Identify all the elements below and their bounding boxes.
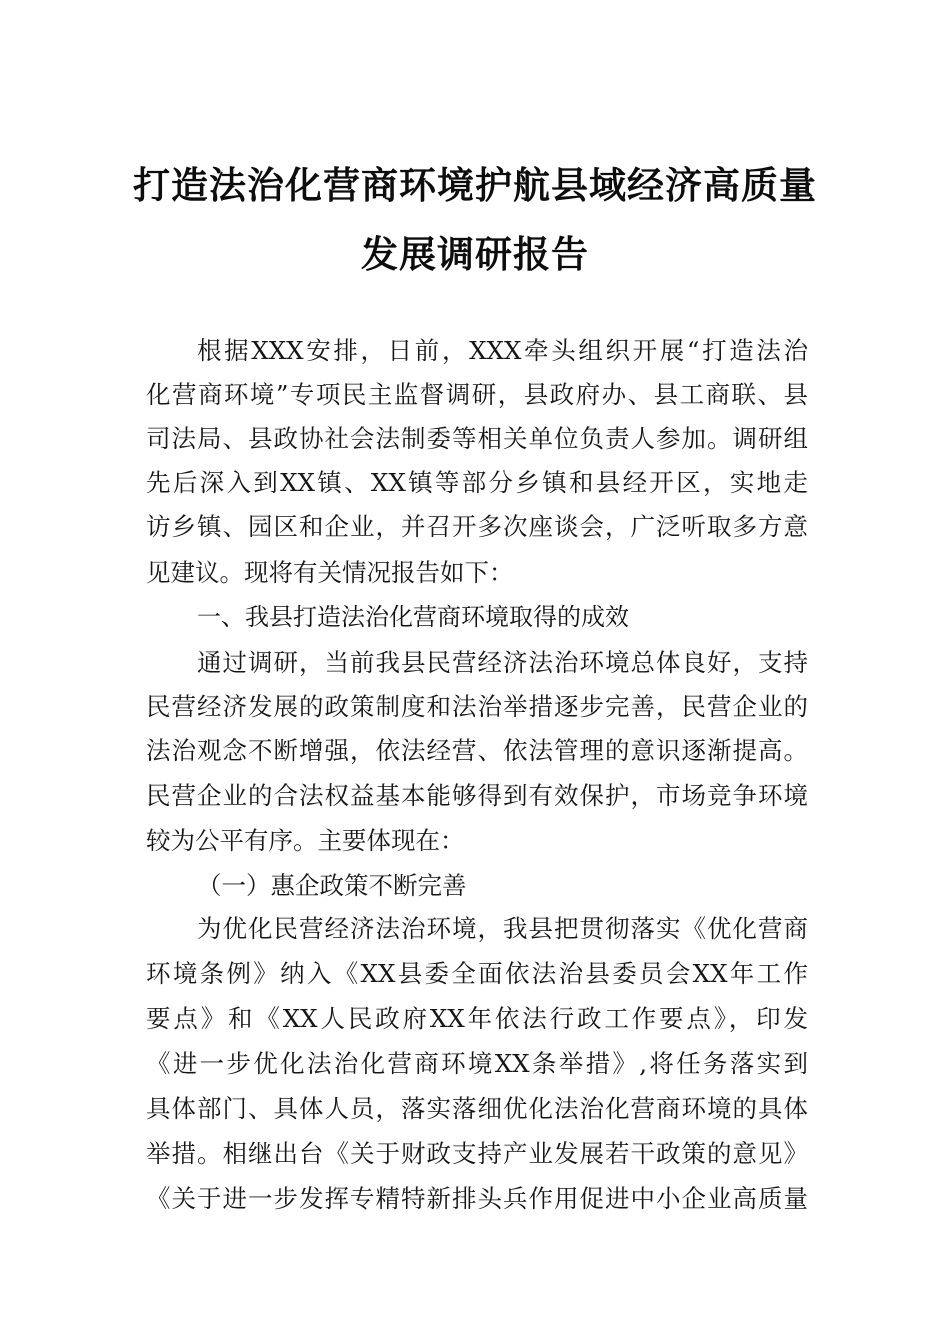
subsection-paragraph-line: 举措。相继出台《关于财政支持产业发展若干政策的意见》 <box>146 1139 808 1168</box>
intro-paragraph-line: 见建议。现将有关情况报告如下： <box>146 558 514 587</box>
section-paragraph-line: 民营企业的合法权益基本能够得到有效保护，市场竞争环境 <box>146 781 808 810</box>
intro-paragraph-line: 司法局、县政协社会法制委等相关单位负责人参加。调研组 <box>146 424 808 453</box>
intro-paragraph-line: 根据XXX安排，日前，XXX牵头组织开展“打造法治 <box>197 336 808 365</box>
document-title-line-2: 发展调研报告 <box>361 232 589 276</box>
subsection-paragraph-line: 环境条例》纳入《XX县委全面依法治县委员会XX年工作 <box>146 959 808 988</box>
section-paragraph-line: 通过调研，当前我县民营经济法治环境总体良好，支持 <box>197 648 808 677</box>
subsection-heading: （一）惠企政策不断完善 <box>197 871 467 900</box>
section-paragraph-line: 民营经济发展的政策制度和法治举措逐步完善，民营企业的 <box>146 692 808 721</box>
document-title-line-1: 打造法治化营商环境护航县域经济高质量 <box>133 163 817 207</box>
section-paragraph-line: 较为公平有序。主要体现在： <box>146 826 465 855</box>
subsection-paragraph-line: 《进一步优化法治化营商环境XX条举措》,将任务落实到 <box>146 1049 808 1078</box>
subsection-paragraph-line: 为优化民营经济法治环境，我县把贯彻落实《优化营商 <box>197 914 808 943</box>
intro-paragraph-line: 访乡镇、园区和企业，并召开多次座谈会，广泛听取多方意 <box>146 512 808 541</box>
section-paragraph-line: 法治观念不断增强，依法经营、依法管理的意识逐渐提高。 <box>146 736 808 765</box>
intro-paragraph-line: 化营商环境”专项民主监督调研，县政府办、县工商联、县 <box>146 380 808 409</box>
subsection-paragraph-line: 《关于进一步发挥专精特新排头兵作用促进中小企业高质量 <box>146 1184 808 1213</box>
intro-paragraph-line: 先后深入到XX镇、XX镇等部分乡镇和县经开区，实地走 <box>146 468 808 497</box>
subsection-paragraph-line: 要点》和《XX人民政府XX年依法行政工作要点》，印发 <box>146 1004 808 1033</box>
section-heading: 一、我县打造法治化营商环境取得的成效 <box>197 603 629 631</box>
subsection-paragraph-line: 具体部门、具体人员，落实落细优化法治化营商环境的具体 <box>146 1094 808 1123</box>
